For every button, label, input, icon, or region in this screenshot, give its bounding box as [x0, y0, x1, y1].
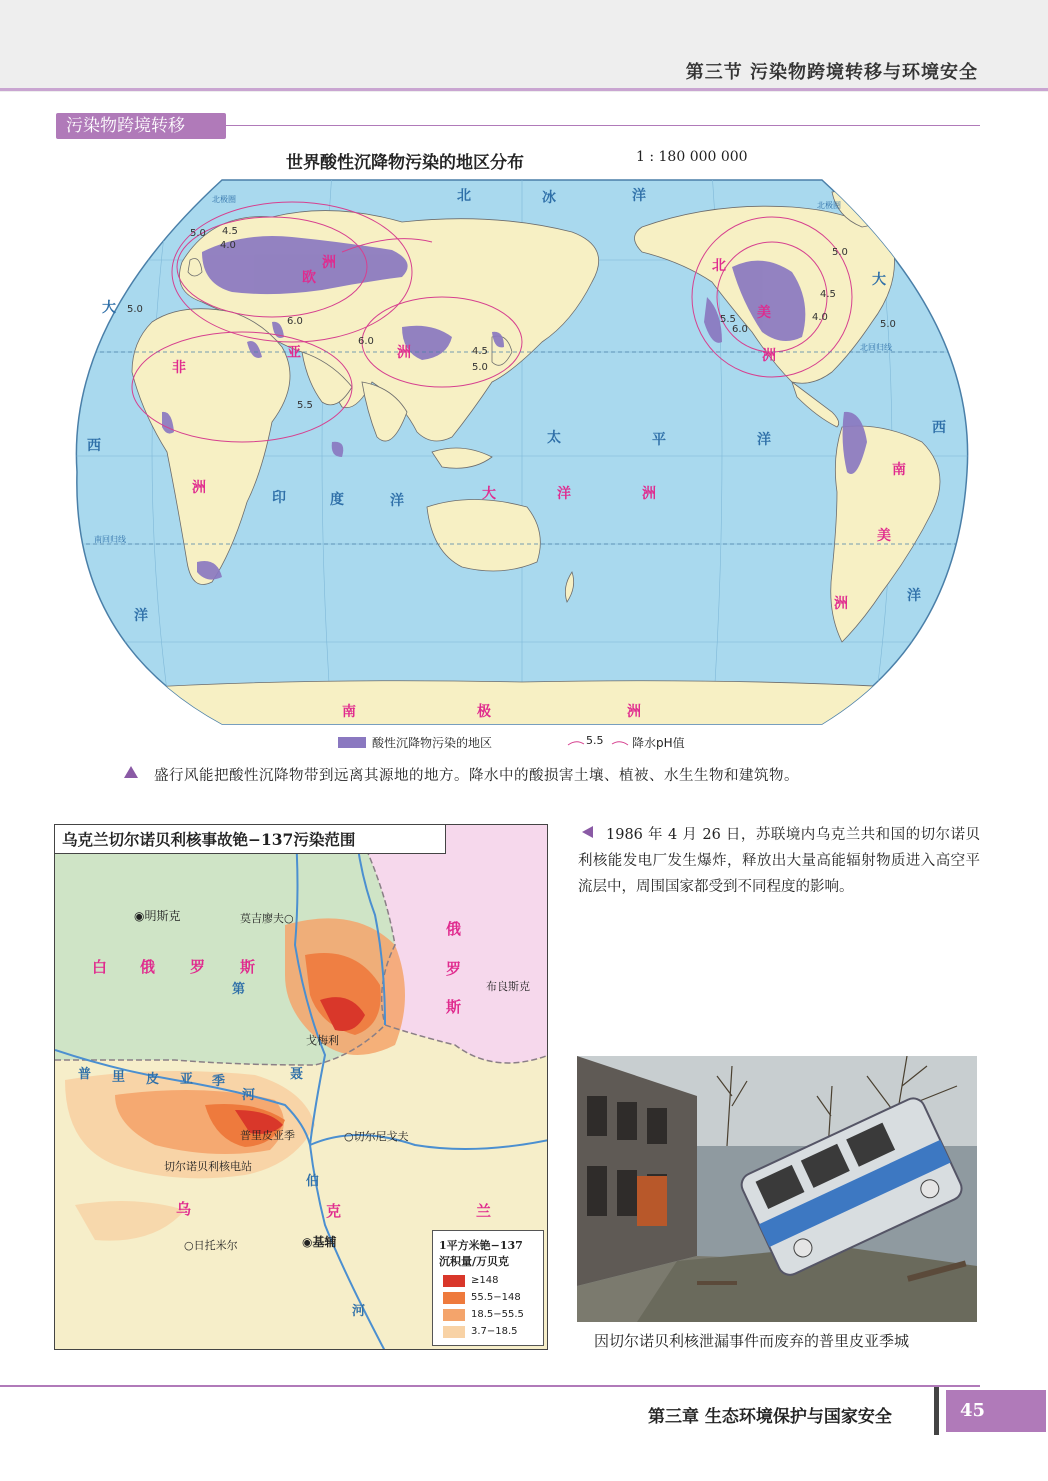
ph-label: 6.0	[358, 336, 374, 347]
label-antarctica-2: 极	[477, 704, 491, 720]
river-label: 第	[232, 982, 246, 997]
russia-label-1: 俄	[446, 920, 462, 938]
label-africa: 非	[172, 360, 186, 376]
ph-label: 5.0	[127, 304, 143, 315]
ukraine-label-2: 克	[326, 1202, 342, 1220]
ph-label: 5.0	[880, 319, 896, 330]
world-map-caption: 盛行风能把酸性沉降物带到远离其源地的地方。降水中的酸损害土壤、植被、水生生物和建筑物。	[154, 768, 799, 784]
label-tropic-cancer: 北回归线	[860, 343, 892, 352]
footer-divider	[0, 1385, 980, 1387]
legend-label: 3.7−18.5	[471, 1326, 518, 1337]
legend-label: 55.5−148	[471, 1292, 521, 1303]
ph-label: 6.0	[732, 324, 748, 335]
legend-swatch-148	[443, 1275, 465, 1287]
city-gomel: 戈梅利	[306, 1034, 339, 1047]
belarus-label-3: 罗	[190, 958, 206, 976]
chernobyl-legend-title-2: 沉积量/万贝克	[439, 1255, 510, 1268]
city-pripyat: 普里皮亚季	[240, 1129, 295, 1142]
ph-isoline-value: 5.5	[586, 734, 604, 747]
ph-label: 5.5	[720, 314, 736, 325]
ukraine-label-1: 乌	[176, 1200, 192, 1218]
chernobyl-plant: 切尔诺贝利核电站	[164, 1160, 252, 1173]
label-indian-3: 洋	[390, 493, 404, 509]
river-label: 里	[112, 1070, 126, 1085]
chernobyl-map-title: 乌克兰切尔诺贝利核事故铯−137污染范围	[62, 830, 356, 849]
label-arctic-circle-left: 北极圈	[212, 195, 236, 204]
legend-label: ≥148	[471, 1275, 499, 1286]
world-acid-deposition-map	[72, 172, 972, 728]
label-indian-1: 印	[272, 490, 286, 506]
russia-label-3: 斯	[446, 998, 462, 1016]
ph-label: 4.5	[820, 289, 836, 300]
pripyat-photo	[577, 1056, 977, 1322]
label-north-america-2: 美	[757, 305, 771, 321]
label-antarctica-3: 洲	[627, 704, 641, 720]
chernobyl-legend-title-1: 1平方米铯−137	[439, 1239, 523, 1252]
ph-label: 5.0	[190, 228, 206, 239]
chernobyl-description: 1986 年 4 月 26 日，苏联境内乌克兰共和国的切尔诺贝利核能发电厂发生爆炸，释放出大量高能辐射物质进入高空平流层中，周围国家都受到不同程度的影响。	[578, 827, 980, 895]
label-atlantic-right-1: 大	[872, 272, 886, 288]
city-chernigov: ○切尔尼戈夫	[344, 1130, 409, 1143]
label-oceania-3: 洲	[642, 486, 656, 502]
topic-divider	[226, 125, 980, 126]
topic-tab: 污染物跨境转移	[56, 113, 226, 139]
chapter-title: 第三章 生态环境保护与国家安全	[648, 1407, 892, 1427]
river-label: 河	[242, 1088, 256, 1103]
city-mogilev: 莫吉廖夫○	[240, 912, 294, 925]
ph-label: 4.0	[812, 312, 828, 323]
legend-label: 18.5−55.5	[471, 1309, 524, 1320]
legend-swatch-18	[443, 1309, 465, 1321]
world-map-scale: 1 : 180 000 000	[636, 149, 748, 165]
acid-region-swatch	[338, 737, 366, 748]
city-zhytomyr: ○日托米尔	[184, 1239, 238, 1252]
russia-label-2: 罗	[446, 960, 462, 978]
label-pacific-1: 太	[547, 430, 561, 446]
header-divider	[0, 88, 1048, 91]
city-minsk: ◉明斯克	[134, 909, 181, 923]
ukraine-label-3: 兰	[476, 1202, 492, 1220]
ph-label: 4.5	[222, 226, 238, 237]
belarus-label-2: 俄	[140, 958, 156, 976]
label-south-america-2: 美	[877, 528, 891, 544]
city-kiev: ◉基辅	[302, 1235, 337, 1249]
label-north-ice-3: 洋	[632, 188, 646, 204]
legend-swatch-55	[443, 1292, 465, 1304]
river-label: 聂	[290, 1067, 304, 1082]
label-antarctica-1: 南	[342, 704, 356, 720]
ph-isoline-label: 降水pH值	[632, 736, 685, 750]
label-europe-1: 欧	[302, 270, 316, 286]
river-label: 皮	[146, 1072, 160, 1087]
ph-label: 5.5	[297, 400, 313, 411]
river-label: 河	[352, 1304, 366, 1319]
world-map-title: 世界酸性沉降物污染的地区分布	[286, 153, 524, 173]
world-map-legend	[338, 734, 718, 752]
label-tropic-capricorn: 南回归线	[94, 535, 126, 544]
page-number-bar	[934, 1387, 939, 1435]
label-oceania-2: 洋	[557, 486, 571, 502]
acid-region-label: 酸性沉降物污染的地区	[372, 736, 493, 750]
label-atlantic-left-1: 大	[102, 300, 116, 316]
label-africa-south: 洲	[192, 480, 206, 496]
label-north-america-1: 北	[712, 258, 726, 274]
label-atlantic-left-2: 西	[87, 438, 101, 454]
page-number: 45	[960, 1400, 986, 1421]
label-south-america-3: 洲	[834, 596, 848, 612]
label-asia-1: 亚	[287, 345, 301, 361]
label-atlantic-right-3: 洋	[907, 588, 921, 604]
ph-label: 5.0	[472, 362, 488, 373]
pripyat-photo-illustration	[577, 1056, 977, 1322]
section-title: 第三节 污染物跨境转移与环境安全	[685, 62, 978, 83]
label-atlantic-right-2: 西	[932, 420, 946, 436]
label-north-ice-2: 冰	[542, 190, 556, 206]
belarus-label-1: 白	[92, 958, 108, 976]
river-label: 季	[212, 1074, 226, 1089]
label-europe-2: 洲	[322, 255, 336, 271]
label-indian-2: 度	[330, 492, 344, 508]
ph-label: 6.0	[287, 316, 303, 327]
river-label: 普	[78, 1067, 92, 1082]
ph-label: 4.0	[220, 240, 236, 251]
chernobyl-legend	[432, 1230, 544, 1346]
caption-triangle-icon	[124, 766, 138, 778]
label-pacific-2: 平	[652, 432, 666, 448]
label-oceania-1: 大	[482, 486, 496, 502]
label-pacific-3: 洋	[757, 432, 771, 448]
label-north-america-3: 洲	[762, 348, 776, 364]
photo-caption: 因切尔诺贝利核泄漏事件而废弃的普里皮亚季城	[594, 1332, 910, 1350]
ph-label: 4.5	[472, 346, 488, 357]
belarus-label-4: 斯	[240, 958, 256, 976]
river-label: 亚	[180, 1072, 194, 1087]
river-label: 伯	[306, 1174, 320, 1189]
label-atlantic-left-3: 洋	[134, 608, 148, 624]
ph-label: 5.0	[832, 247, 848, 258]
legend-swatch-3	[443, 1326, 465, 1338]
label-arctic-circle-right: 北极圈	[817, 201, 841, 210]
city-bryansk: 布良斯克	[486, 980, 530, 993]
label-north-ice-1: 北	[457, 188, 471, 204]
label-asia-2: 洲	[397, 345, 411, 361]
label-south-america-1: 南	[892, 462, 906, 478]
